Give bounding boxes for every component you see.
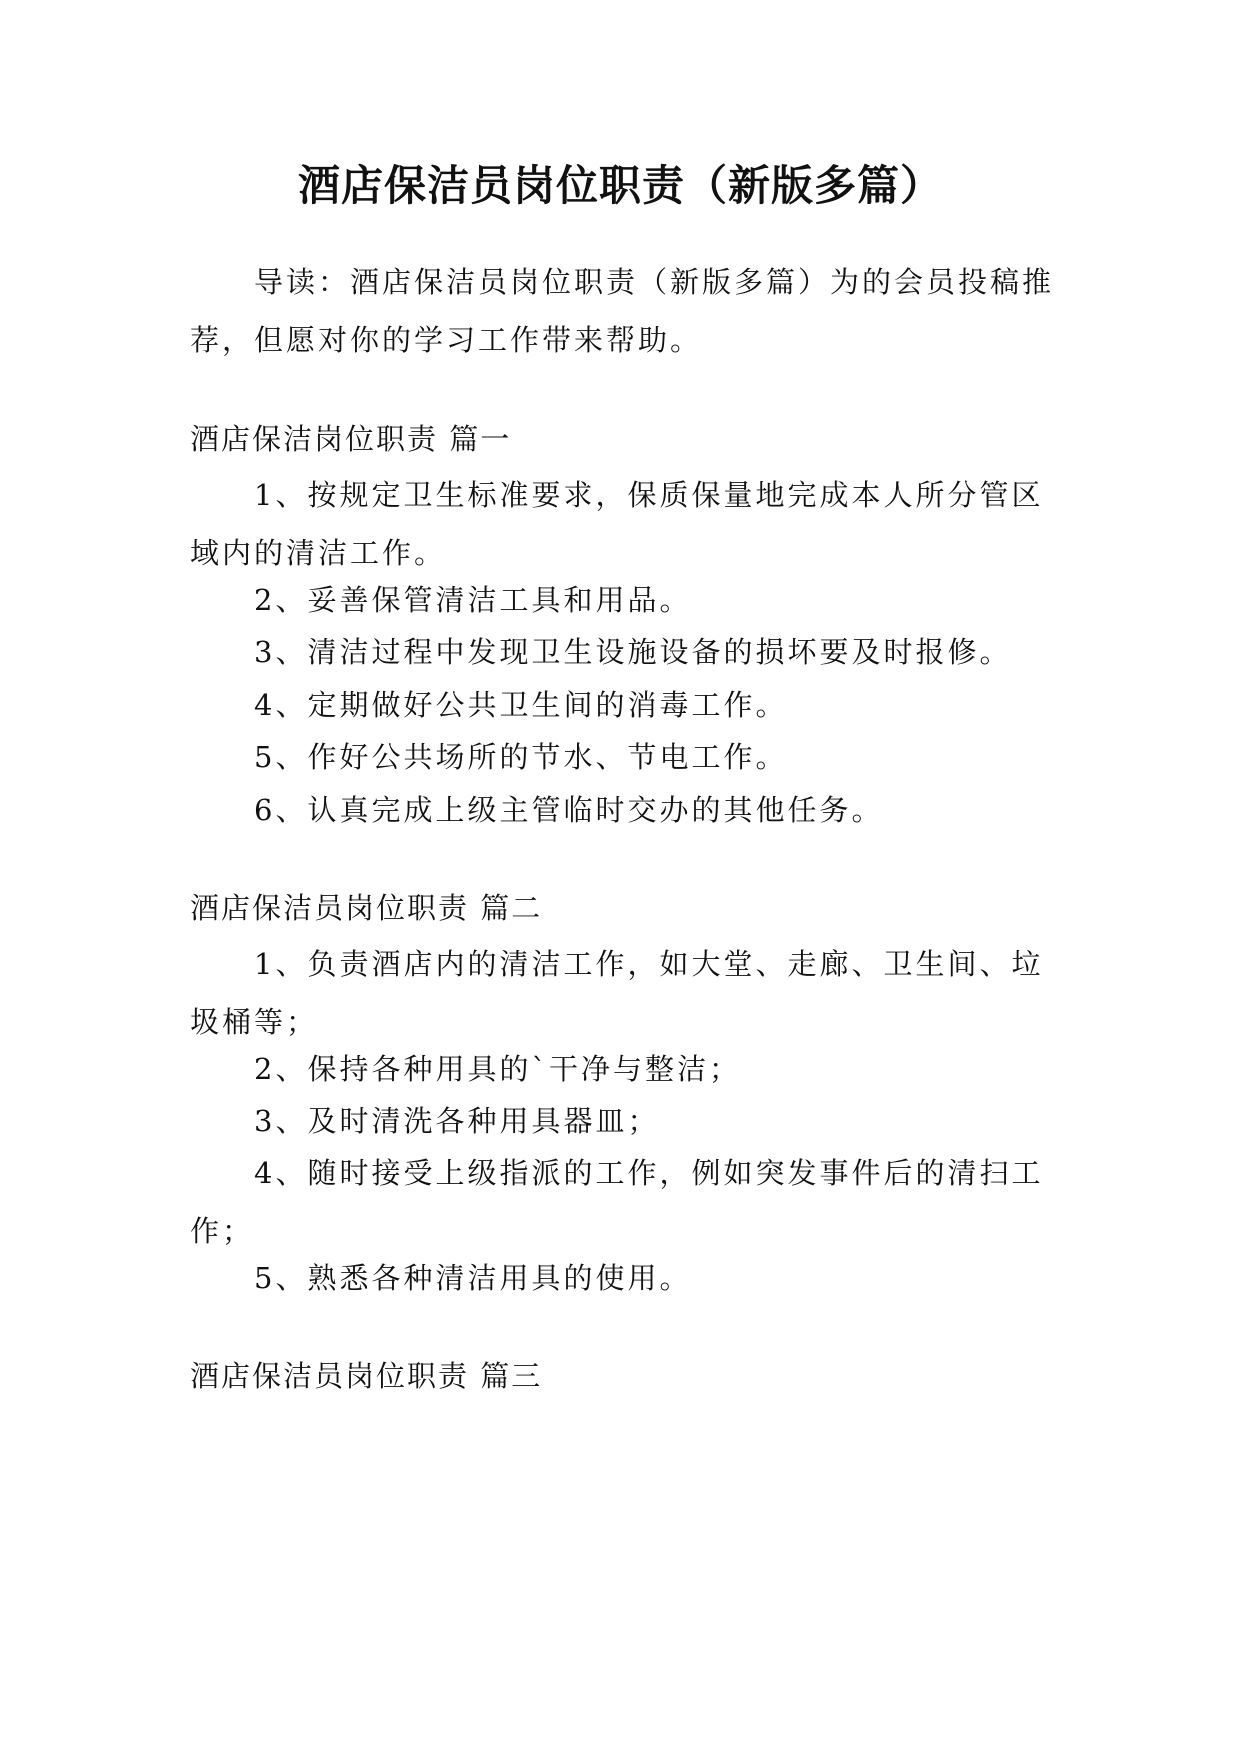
section-2-item-5: 5、熟悉各种清洁用具的使用。 — [254, 1261, 692, 1295]
section-2-item-1: 1、负责酒店内的清洁工作，如大堂、走廊、卫生间、垃圾桶等； — [190, 947, 1044, 1039]
section-heading-3: 酒店保洁员岗位职责 篇三 — [190, 1359, 543, 1393]
document-title: 酒店保洁员岗位职责（新版多篇） — [297, 161, 943, 210]
section-2-item-3: 3、及时清洗各种用具器皿； — [254, 1104, 660, 1138]
section-1-item-5: 5、作好公共场所的节水、节电工作。 — [254, 740, 788, 774]
section-heading-1: 酒店保洁岗位职责 篇一 — [190, 422, 512, 456]
intro-paragraph: 导读：酒店保洁员岗位职责（新版多篇）为的会员投稿推荐，但愿对你的学习工作带来帮助。 — [190, 265, 1055, 357]
section-2-item-2: 2、保持各种用具的`干净与整洁； — [254, 1052, 741, 1086]
section-1-item-6: 6、认真完成上级主管临时交办的其他任务。 — [254, 793, 884, 827]
section-1-item-3: 3、清洁过程中发现卫生设施设备的损坏要及时报修。 — [254, 635, 1012, 669]
section-1-item-1: 1、按规定卫生标准要求，保质保量地完成本人所分管区域内的清洁工作。 — [190, 478, 1044, 570]
section-heading-2: 酒店保洁员岗位职责 篇二 — [190, 891, 543, 925]
section-2-item-4: 4、随时接受上级指派的工作，例如突发事件后的清扫工作； — [190, 1156, 1044, 1248]
section-1-item-4: 4、定期做好公共卫生间的消毒工作。 — [254, 688, 788, 722]
section-1-item-2: 2、妥善保管清洁工具和用品。 — [254, 583, 692, 617]
